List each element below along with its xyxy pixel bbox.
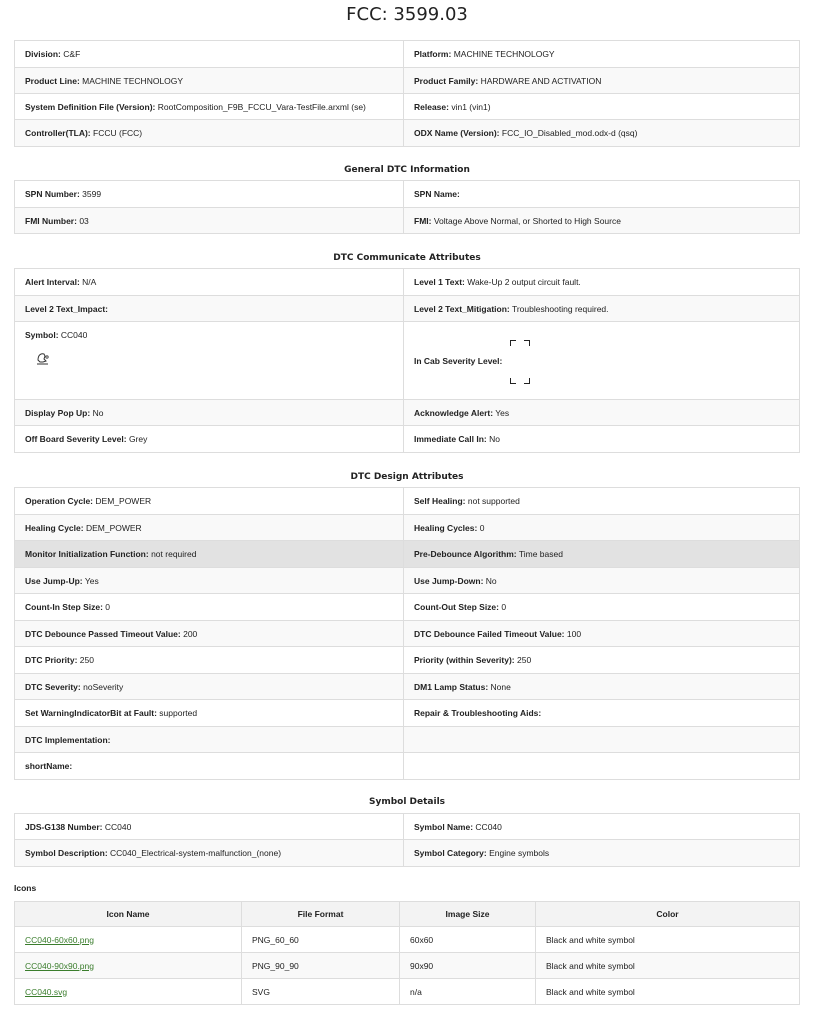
jumpdown-cell: Use Jump-Down: No [404,568,800,594]
col-color: Color [536,902,800,927]
priority-severity-cell: Priority (within Severity): 250 [404,647,800,674]
dm1-cell: DM1 Lamp Status: None [404,674,800,700]
engine-warning-icon [35,350,51,366]
general-table [14,180,800,234]
cab-severity-cell [404,322,800,400]
design-table [14,487,800,780]
alert-interval-cell: Alert Interval: N/A [15,269,404,296]
level2-mitigation-cell: Level 2 Text_Mitigation: Troubleshooting required. [404,296,800,322]
symbol-desc-cell: Symbol Description: CC040_Electrical-system-malfunction_(none) [15,840,404,867]
call-cell: Immediate Call In: No [404,426,800,453]
symbol-details-heading: Symbol Details [368,797,446,807]
image-size-value: 60x60 [400,927,536,953]
color-value: Black and white symbol [536,953,800,979]
countout-cell: Count-Out Step Size: 0 [404,594,800,621]
self-healing-cell: Self Healing: not supported [404,488,800,515]
symbol-category-cell: Symbol Category: Engine symbols [404,840,800,867]
platform-cell: Platform: MACHINE TECHNOLOGY [404,41,800,68]
bracket-br-icon [524,378,530,384]
op-cycle-cell: Operation Cycle: DEM_POWER [15,488,404,515]
icon-file-link[interactable]: CC040-60x60.png [25,934,94,945]
spn-name-cell: SPN Name: [404,181,800,208]
table-row [15,979,800,1005]
fmi-cell: FMI: Voltage Above Normal, or Shorted to High Source [404,208,800,234]
product-family-cell: Product Family: HARDWARE AND ACTIVATION [404,68,800,94]
bracket-tl-icon [510,340,516,346]
col-file-format: File Format [242,902,400,927]
release-cell: Release: vin1 (vin1) [404,94,800,120]
heal-cycles-cell: Healing Cycles: 0 [404,515,800,541]
odx-cell: ODX Name (Version): FCC_IO_Disabled_mod.odx-d (qsq) [404,120,800,147]
general-heading: General DTC Information [344,165,470,175]
level1-text-cell: Level 1 Text: Wake-Up 2 output circuit fault. [404,269,800,296]
level2-impact-cell: Level 2 Text_Impact: [15,296,404,322]
severity-label: In Cab Severity Level: [414,355,503,366]
col-icon-name: Icon Name [15,902,242,927]
symbol-details-table [14,813,800,867]
offboard-cell: Off Board Severity Level: Grey [15,426,404,453]
spn-number-cell: SPN Number: 3599 [15,181,404,208]
col-image-size: Image Size [400,902,536,927]
failed-timeout-cell: DTC Debounce Failed Timeout Value: 100 [404,621,800,647]
design-heading: DTC Design Attributes [350,472,464,482]
color-value: Black and white symbol [536,927,800,953]
priority-cell: DTC Priority: 250 [15,647,404,674]
info-table [14,40,800,147]
icons-table [14,901,800,1005]
shortname-cell: shortName: [15,753,404,780]
page-title: FCC: 3599.03 [346,4,468,25]
symbol-name-cell: Symbol Name: CC040 [404,814,800,840]
heal-cycle-cell: Healing Cycle: DEM_POWER [15,515,404,541]
icon-file-link[interactable]: CC040-90x90.png [25,960,94,971]
popup-cell: Display Pop Up: No [15,400,404,426]
dtc-severity-cell: DTC Severity: noSeverity [15,674,404,700]
sdf-cell: System Definition File (Version): RootComposition_F9B_FCCU_Vara-TestFile.arxml (se) [15,94,404,120]
table-row [15,953,800,979]
file-format-value: PNG_60_60 [242,927,400,953]
jds-cell: JDS-G138 Number: CC040 [15,814,404,840]
communicate-heading: DTC Communicate Attributes [333,253,481,263]
image-size-value: 90x90 [400,953,536,979]
fmi-number-cell: FMI Number: 03 [15,208,404,234]
icon-file-link[interactable]: CC040.svg [25,986,68,997]
implementation-value-cell [404,727,800,753]
controller-cell: Controller(TLA): FCCU (FCC) [15,120,404,147]
jumpup-cell: Use Jump-Up: Yes [15,568,404,594]
communicate-table [14,268,800,453]
image-size-value: n/a [400,979,536,1005]
ack-cell: Acknowledge Alert: Yes [404,400,800,426]
countin-cell: Count-In Step Size: 0 [15,594,404,621]
bracket-tr-icon [524,340,530,346]
color-value: Black and white symbol [536,979,800,1005]
implementation-cell: DTC Implementation: [15,727,404,753]
product-line-cell: Product Line: MACHINE TECHNOLOGY [15,68,404,94]
file-format-value: PNG_90_90 [242,953,400,979]
file-format-value: SVG [242,979,400,1005]
monitor-cell: Monitor Initialization Function: not required [15,541,404,568]
table-row [15,927,800,953]
passed-timeout-cell: DTC Debounce Passed Timeout Value: 200 [15,621,404,647]
icons-heading: Icons [14,883,37,893]
predebounce-cell: Pre-Debounce Algorithm: Time based [404,541,800,568]
shortname-value-cell [404,753,800,780]
symbol-cell: Symbol: CC040 [15,322,404,400]
repair-cell: Repair & Troubleshooting Aids: [404,700,800,727]
warning-bit-cell: Set WarningIndicatorBit at Fault: supported [15,700,404,727]
division-cell: Division: C&F [15,41,404,68]
bracket-bl-icon [510,378,516,384]
